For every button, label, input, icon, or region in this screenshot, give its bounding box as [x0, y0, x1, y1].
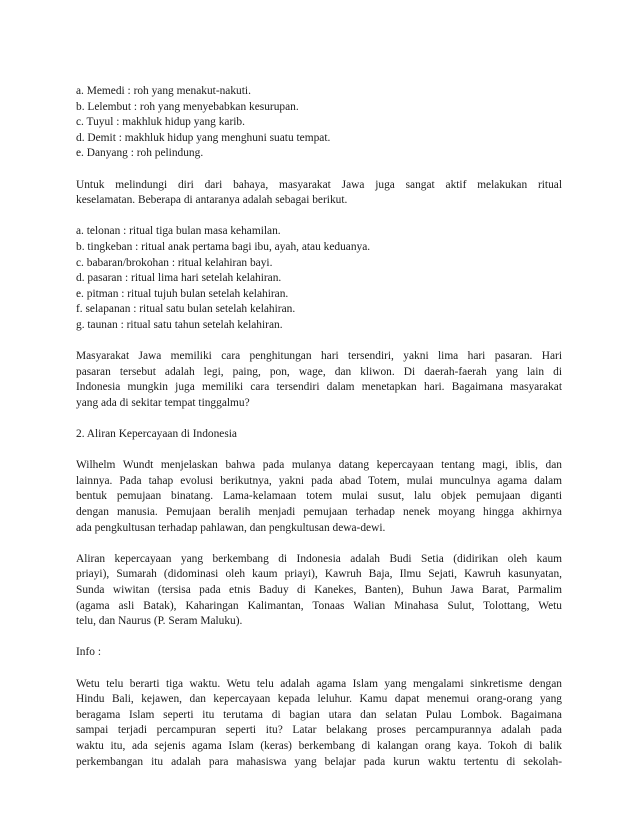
paragraph-line: perkembangan itu adalah para mahasiswa yang belajar pada kurun waktu tertentu di sekolah-: [76, 755, 562, 768]
paragraph-line: telu, dan Naurus (P. Seram Maluku).: [76, 615, 243, 628]
list-item: b. Lelembut : roh yang menyebabkan kesurupan.: [76, 100, 299, 113]
paragraph-line: dengan manusia. Pemujaan beralih menjadi pemujaan terhadap nenek moyang hingga akhirnya: [76, 506, 562, 519]
list-item: b. tingkeban : ritual anak pertama bagi ibu, ayah, atau keduanya.: [76, 240, 371, 253]
paragraph-line: yang ada di sekitar tempat tinggalmu?: [76, 396, 250, 409]
wetu-telu-paragraph: [76, 677, 562, 771]
section-heading-block: [76, 427, 562, 443]
wundt-paragraph: [76, 458, 562, 536]
paragraph-line: lainnya. Pada tahap evolusi berikutnya, yakni pada abad Totem, mulai munculnya agama dalam: [76, 474, 562, 487]
paragraph-line: Masyarakat Jawa memiliki cara penghitungan hari tersendiri, yakni lima hari pasaran. Hari: [76, 350, 562, 363]
aliran-paragraph: [76, 552, 562, 630]
list-item: f. selapanan : ritual satu bulan setelah kelahiran.: [76, 303, 296, 316]
list-item: g. taunan : ritual satu tahun setelah kelahiran.: [76, 318, 283, 331]
info-label-block: [76, 645, 562, 661]
document-page: [76, 84, 562, 786]
paragraph-line: beragama Islam seperti itu terutama di bagian utara dan selatan Pulau Lombok. Bagaimana: [76, 708, 562, 721]
paragraph-line: Wetu telu berarti tiga waktu. Wetu telu adalah agama Islam yang mengalami sinkretisme dengan: [76, 677, 562, 690]
ritual-intro-paragraph: [76, 178, 562, 209]
list-item: e. pitman : ritual tujuh bulan setelah kelahiran.: [76, 287, 289, 300]
paragraph-line: waktu itu, ada sejenis agama Islam (keras) berkembang di kalangan orang kaya. Tokoh di balik: [76, 739, 562, 752]
pasaran-paragraph: [76, 349, 562, 411]
paragraph-line: Hindu Bali, kejawen, dan kepercayaan kepada leluhur. Kamu dapat menemui orang-orang yang: [76, 693, 562, 706]
list-item: a. telonan : ritual tiga bulan masa kehamilan.: [76, 225, 281, 238]
paragraph-line: Wilhelm Wundt menjelaskan bahwa pada mulanya datang kepercayaan tentang magi, iblis, dan: [76, 459, 562, 472]
list-item: d. pasaran : ritual lima hari setelah kelahiran.: [76, 272, 282, 285]
paragraph-line: Aliran kepercayaan yang berkembang di Indonesia adalah Budi Setia (didirikan oleh kaum: [76, 552, 562, 565]
paragraph-line: Indonesia mungkin juga memiliki cara tersendiri dalam menetapkan hari. Bagaimana masyarakat: [76, 381, 562, 394]
paragraph-line: bentuk pemujaan binatang. Lama-kelamaan totem mulai susut, lalu objek pemujaan diganti: [76, 490, 562, 503]
spirit-list: [76, 84, 562, 162]
paragraph-line: pasaran tersebut adalah legi, paing, pon, wage, dan kliwon. Di daerah-faerah yang lain di: [76, 365, 562, 378]
list-item: c. Tuyul : makhluk hidup yang karib.: [76, 116, 245, 129]
info-label: Info :: [76, 646, 101, 659]
list-item: e. Danyang : roh pelindung.: [76, 147, 204, 160]
section-heading: 2. Aliran Kepercayaan di Indonesia: [76, 428, 237, 441]
paragraph-line: ada pengkultusan terhadap pahlawan, dan pengkultusan dewa-dewi.: [76, 521, 386, 534]
list-item: d. Demit : makhluk hidup yang menghuni suatu tempat.: [76, 131, 331, 144]
paragraph-line: keselamatan. Beberapa di antaranya adalah sebagai berikut.: [76, 194, 348, 207]
paragraph-line: (agama asli Batak), Kaharingan Kalimantan, Tonaas Walian Minahasa Sulut, Tolottang, Wetu: [76, 599, 562, 612]
list-item: c. babaran/brokohan : ritual kelahiran bayi.: [76, 256, 273, 269]
ritual-list: [76, 224, 562, 333]
paragraph-line: priayi), Sumarah (didominasi oleh kaum priayi), Kawruh Baja, Ilmu Sejati, Kawruh kasunyatan,: [76, 568, 562, 581]
paragraph-line: Untuk melindungi diri dari bahaya, masyarakat Jawa juga sangat aktif melakukan ritual: [76, 178, 562, 191]
list-item: a. Memedi : roh yang menakut-nakuti.: [76, 85, 251, 97]
paragraph-line: Sunda wiwitan (tersisa pada etnis Baduy di Kanekes, Banten), Buhun Jawa Barat, Parmalim: [76, 584, 562, 596]
paragraph-line: sampai terjadi percampuran seperti itu? Latar belakang proses percampurannya adalah pada: [76, 724, 562, 737]
